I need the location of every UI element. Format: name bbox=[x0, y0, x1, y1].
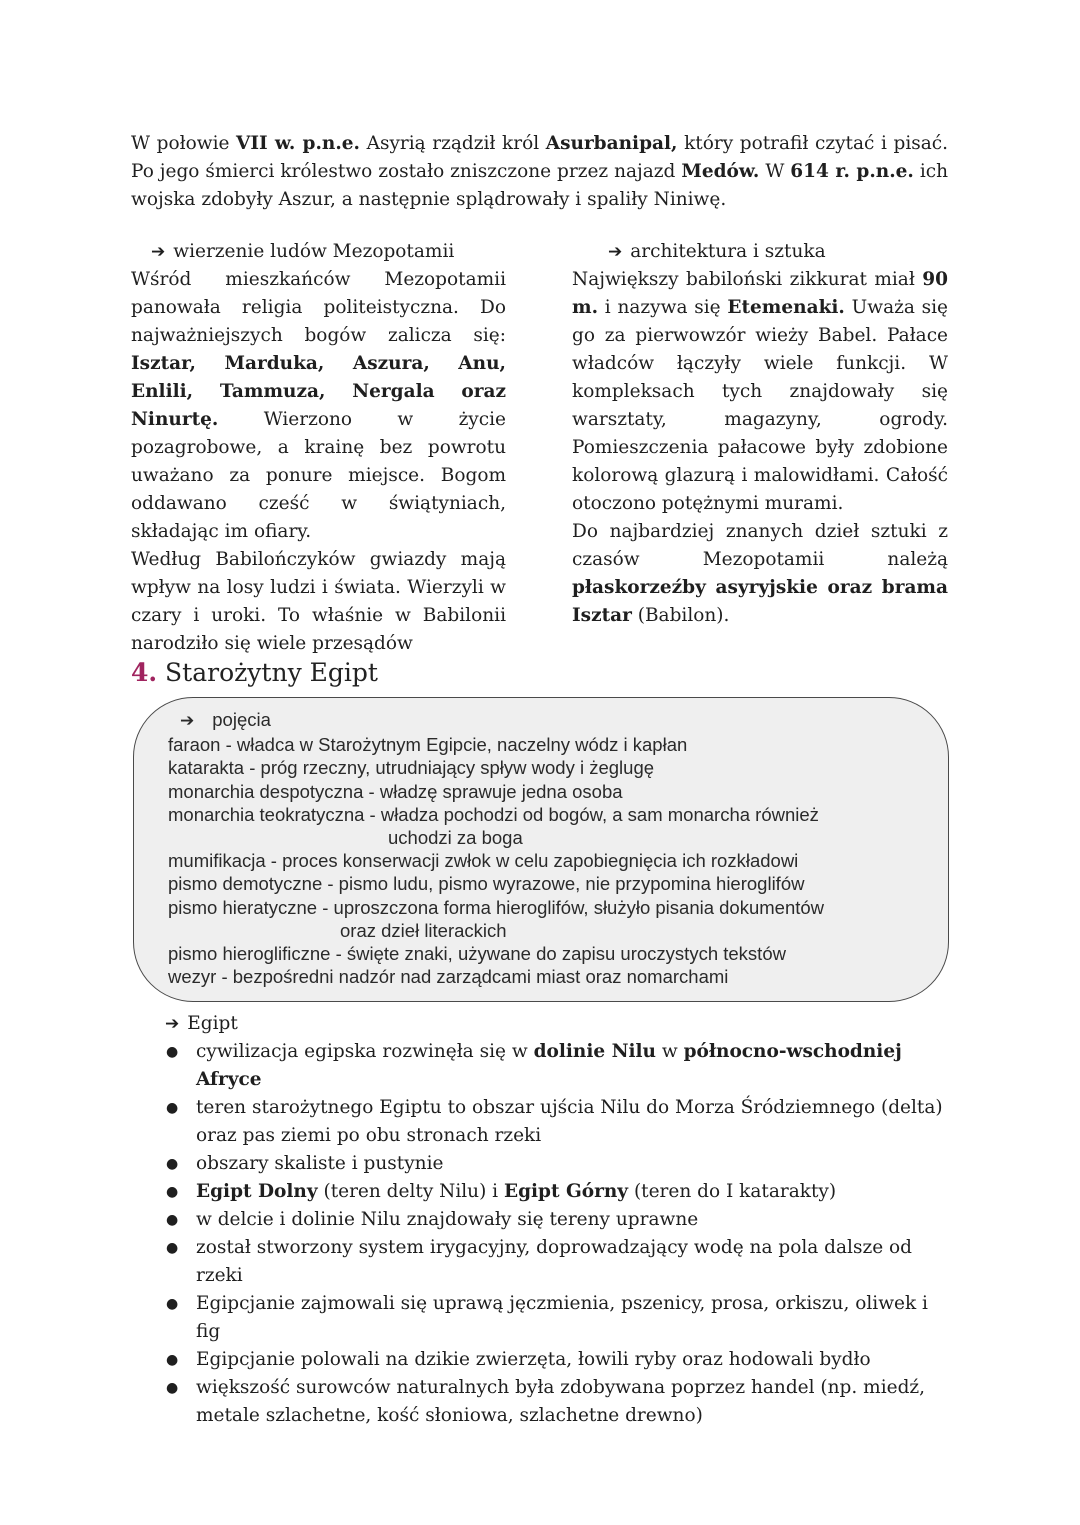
list-item-bold: Egipt Górny bbox=[503, 1181, 629, 1202]
arrow-right-icon: ➔ bbox=[165, 1014, 180, 1034]
list-item-bold: północno-wschodniej Afryce bbox=[196, 1041, 902, 1090]
bullet-icon: ● bbox=[166, 1380, 179, 1396]
intro-text: W bbox=[759, 161, 791, 182]
arrow-right-icon: ➔ bbox=[180, 711, 195, 731]
terms-list bbox=[168, 708, 928, 988]
term-line: uchodzi za boga bbox=[388, 827, 523, 849]
bullet-icon: ● bbox=[166, 1240, 179, 1256]
list-item bbox=[163, 1178, 953, 1206]
term-line: pismo hieratyczne - uproszczona forma hieroglifów, służyło pisania dokumentów bbox=[168, 896, 825, 918]
term-line: oraz dzieł literackich bbox=[340, 919, 507, 941]
list-item bbox=[163, 1094, 953, 1150]
term-line: wezyr - bezpośredni nadzór nad zarządcami miast oraz nomarchami bbox=[168, 966, 729, 988]
list-item-text: teren starożytnego Egiptu to obszar ujścia Nilu do Morza Śródziemnego (delta) oraz pas ziemi po obu stronach rzeki bbox=[196, 1097, 943, 1146]
intro-text: W połowie bbox=[131, 133, 237, 154]
architecture-column bbox=[572, 238, 948, 630]
intro-paragraph bbox=[131, 130, 948, 214]
list-item bbox=[163, 1150, 953, 1178]
intro-bold: VII w. p.n.e. bbox=[236, 133, 360, 154]
architecture-paragraph bbox=[572, 266, 948, 518]
term-line: monarchia despotyczna - władzę sprawuje jedna osoba bbox=[168, 780, 623, 802]
bullet-icon: ● bbox=[166, 1156, 179, 1172]
beliefs-column bbox=[131, 238, 506, 658]
list-item bbox=[163, 1346, 953, 1374]
intro-text: który potrafił czytać i pisać. Po jego śmierci królestwo zostało zniszczone przez najazd bbox=[131, 133, 948, 182]
babylon-paragraph: Według Babilończyków gwiazdy mają wpływ na losy ludzi i świata. Wierzyli w czary i uroki. To właśnie w Babilonii narodziło się wiele przesądów bbox=[131, 549, 506, 654]
architecture-text: i nazywa się bbox=[598, 297, 728, 318]
term-line: pismo hieroglificzne - święte znaki, używane do zapisu uroczystych tekstów bbox=[168, 943, 786, 965]
list-item-bold: Egipt Dolny bbox=[196, 1181, 318, 1202]
list-item-text: większość surowców naturalnych była zdobywana poprzez handel (np. miedź, metale szlachetne, kość słoniowa, szlachetne drewno) bbox=[196, 1377, 926, 1426]
beliefs-paragraph bbox=[131, 266, 506, 546]
architecture-heading bbox=[572, 238, 948, 266]
architecture-heading-text: architektura i sztuka bbox=[630, 241, 826, 262]
intro-bold: Medów. bbox=[681, 161, 760, 182]
list-item-text: w delcie i dolinie Nilu znajdowały się tereny uprawne bbox=[196, 1209, 699, 1230]
list-item-text: w bbox=[656, 1041, 684, 1062]
egypt-section bbox=[163, 1010, 953, 1430]
list-item bbox=[163, 1290, 953, 1346]
art-paragraph bbox=[572, 518, 948, 630]
term-line: mumifikacja - proces konserwacji zwłok w celu zapobiegnięcia ich rozkładowi bbox=[168, 850, 799, 872]
gods-list: Isztar, Marduka, Aszura, Anu, Enlili, Tammuza, Nergala oraz Ninurtę. bbox=[131, 353, 506, 430]
beliefs-text: Wierzono w życie pozagrobowe, a krainę bez powrotu uważano za ponure miejsce. Bogom oddawano cześć w świątyniach, składając im ofiary. bbox=[131, 409, 506, 542]
section-title bbox=[131, 656, 378, 690]
list-item-text: (teren do I katarakty) bbox=[628, 1181, 837, 1202]
bullet-icon: ● bbox=[166, 1296, 179, 1312]
list-item bbox=[163, 1206, 953, 1234]
egypt-heading bbox=[163, 1010, 953, 1038]
term-line: monarchia teokratyczna - władza pochodzi od bogów, a sam monarcha również bbox=[168, 803, 819, 825]
section-title-text: Starożytny Egipt bbox=[157, 658, 378, 687]
list-item-text: (teren delty Nilu) i bbox=[317, 1181, 504, 1202]
beliefs-heading-text: wierzenie ludów Mezopotamii bbox=[173, 241, 455, 262]
architecture-bold: Etemenaki. bbox=[727, 297, 845, 318]
bullet-icon: ● bbox=[166, 1100, 179, 1116]
beliefs-text: Wśród mieszkańców Mezopotamii panowała religia politeistyczna. Do najważniejszych bogów zalicza się: bbox=[131, 269, 506, 346]
list-item-text: został stworzony system irygacyjny, doprowadzający wodę na pola dalsze od rzeki bbox=[196, 1237, 913, 1286]
term-line: faraon - władca w Starożytnym Egipcie, naczelny wódz i kapłan bbox=[168, 734, 688, 756]
egypt-list bbox=[163, 1038, 953, 1430]
bullet-icon: ● bbox=[166, 1184, 179, 1200]
term-line: katarakta - próg rzeczny, utrudniający spływ wody i żeglugę bbox=[168, 757, 655, 779]
architecture-bold: 90 m. bbox=[572, 269, 948, 318]
beliefs-heading bbox=[131, 238, 506, 266]
bullet-icon: ● bbox=[166, 1352, 179, 1368]
intro-text: ich wojska zdobyły Aszur, a następnie splądrowały i spaliły Niniwę. bbox=[131, 161, 949, 210]
list-item bbox=[163, 1374, 953, 1430]
section-number: 4. bbox=[131, 658, 158, 687]
terms-heading-text: pojęcia bbox=[212, 709, 271, 730]
arrow-right-icon: ➔ bbox=[608, 242, 623, 262]
list-item-text: Egipcjanie zajmowali się uprawą jęczmienia, pszenicy, prosa, orkiszu, oliwek i fig bbox=[196, 1293, 928, 1342]
art-bold: płaskorzeźby asyryjskie oraz brama Isztar bbox=[572, 577, 948, 626]
list-item bbox=[163, 1234, 953, 1290]
intro-text: Asyrią rządził król bbox=[360, 133, 546, 154]
bullet-icon: ● bbox=[166, 1212, 179, 1228]
list-item-text: obszary skaliste i pustynie bbox=[196, 1153, 444, 1174]
list-item bbox=[163, 1038, 953, 1094]
terms-heading bbox=[168, 708, 928, 733]
bullet-icon: ● bbox=[166, 1044, 179, 1060]
list-item-bold: dolinie Nilu bbox=[533, 1041, 656, 1062]
architecture-text: Uważa się go za pierwowzór wieży Babel. Pałace władców łączyły wiele funkcji. W kompleksach tych znajdowały się warsztaty, magazyny, ogrody. Pomieszczenia pałacowe były zdobione kolorową glazurą i malowidłami. Całość otoczono potężnymi murami. bbox=[572, 297, 948, 514]
art-text: (Babilon). bbox=[631, 605, 730, 626]
list-item-text: Egipcjanie polowali na dzikie zwierzęta, łowili ryby oraz hodowali bydło bbox=[196, 1349, 871, 1370]
arrow-right-icon: ➔ bbox=[151, 242, 166, 262]
egypt-heading-text: Egipt bbox=[187, 1013, 238, 1034]
term-line: pismo demotyczne - pismo ludu, pismo wyrazowe, nie przypomina hieroglifów bbox=[168, 873, 805, 895]
intro-bold: 614 r. p.n.e. bbox=[790, 161, 914, 182]
architecture-text: Największy babiloński zikkurat miał bbox=[572, 269, 923, 290]
art-text: Do najbardziej znanych dzieł sztuki z czasów Mezopotamii należą bbox=[572, 521, 948, 570]
intro-bold: Asurbanipal, bbox=[545, 133, 678, 154]
list-item-text: cywilizacja egipska rozwinęła się w bbox=[196, 1041, 534, 1062]
